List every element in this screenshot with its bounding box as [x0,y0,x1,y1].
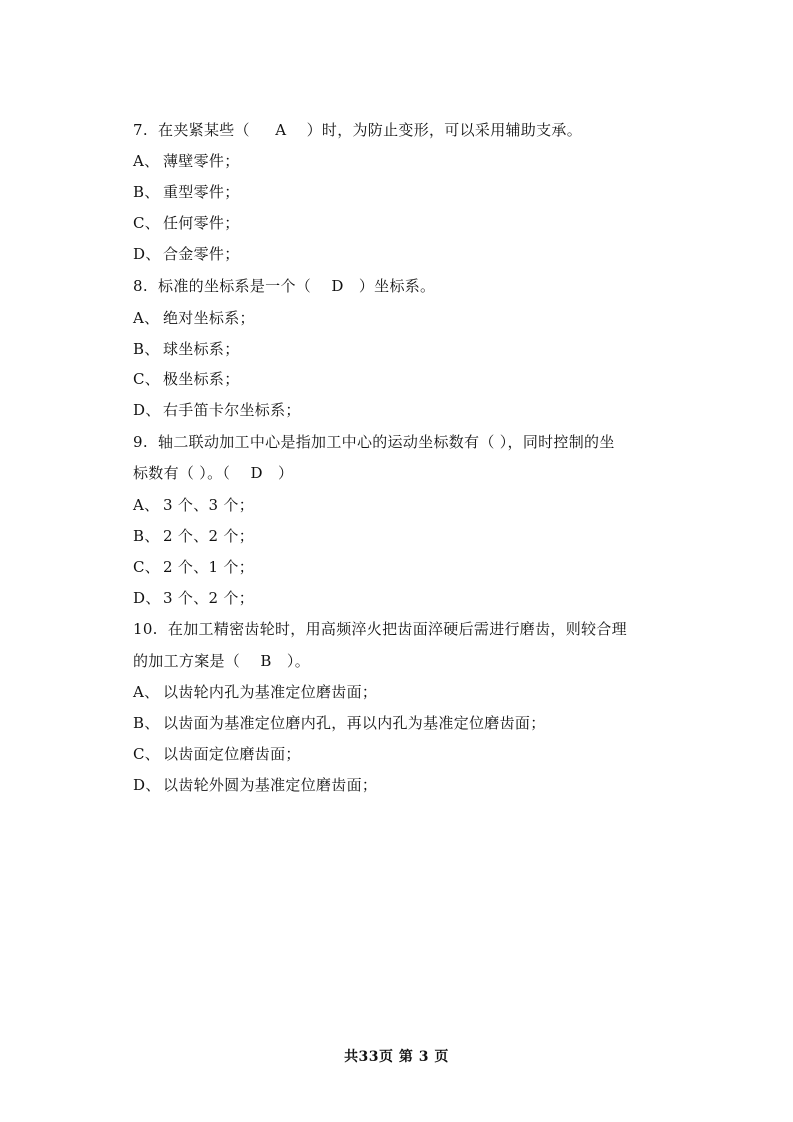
option-text: 3 个、2 个； [163,589,255,607]
question-8-stem: 8. 标准的坐标系是一个（ D ）坐标系。 [133,277,436,295]
question-7-option-b [133,182,240,202]
option-label: A、 [133,152,160,170]
question-8-option-a [133,308,255,328]
option-text: 2 个、2 个； [163,527,255,545]
option-label: A、 [133,683,160,701]
question-8-option-c [133,369,240,389]
option-label: A、 [133,496,160,514]
option-label: C、 [133,558,161,576]
question-7-option-c [133,213,240,233]
option-label: D、 [133,589,161,607]
option-label: C、 [133,370,161,388]
question-9-stem-line-2: 标数有（ ）。（ D ） [133,464,294,482]
option-text: 球坐标系； [163,340,240,358]
option-label: A、 [133,309,160,327]
question-10-option-d [133,775,377,795]
question-9-option-c [133,557,254,577]
question-7-stem: 7. 在夹紧某些（ A ）时，为防止变形，可以采用辅助支承。 [133,121,582,139]
option-label: C、 [133,214,161,232]
question-10-stem-line-2: 的加工方案是（ B ）。 [133,652,311,670]
option-text: 3 个、3 个； [163,496,255,514]
option-label: C、 [133,745,161,763]
option-text: 以齿面定位磨齿面； [163,745,301,763]
option-text: 绝对坐标系； [163,309,255,327]
option-label: D、 [133,776,161,794]
question-9-stem-line-1: 9. 轴二联动加工中心是指加工中心的运动坐标数有（ ），同时控制的坐 [133,433,615,451]
question-10-option-a [133,682,377,702]
option-text: 合金零件； [163,245,240,263]
question-8-option-b [133,339,240,359]
option-label: B、 [133,527,160,545]
question-9-option-a [133,495,254,515]
option-label: D、 [133,245,161,263]
page-footer: 共33页 第 3 页 [344,1049,449,1065]
question-10-stem-line-1: 10. 在加工精密齿轮时，用高频淬火把齿面淬硬后需进行磨齿，则较合理 [133,620,627,638]
question-10-option-b [133,713,546,733]
option-text: 以齿轮外圆为基准定位磨齿面； [163,776,378,794]
question-7-option-d [133,244,240,264]
question-9-option-b [133,526,254,546]
option-text: 右手笛卡尔坐标系； [163,401,301,419]
option-text: 以齿面为基准定位磨内孔，再以内孔为基准定位磨齿面； [163,714,546,732]
question-10-option-c [133,744,301,764]
option-text: 极坐标系； [163,370,240,388]
option-text: 以齿轮内孔为基准定位磨齿面； [163,683,378,701]
option-label: B、 [133,183,160,201]
option-text: 2 个、1 个； [163,558,255,576]
question-7-option-a [133,151,240,171]
question-9-option-d [133,588,254,608]
question-8-option-d [133,400,301,420]
option-text: 薄壁零件； [163,152,240,170]
option-label: D、 [133,401,161,419]
option-text: 重型零件； [163,183,240,201]
option-label: B、 [133,714,160,732]
option-text: 任何零件； [163,214,240,232]
option-label: B、 [133,340,160,358]
